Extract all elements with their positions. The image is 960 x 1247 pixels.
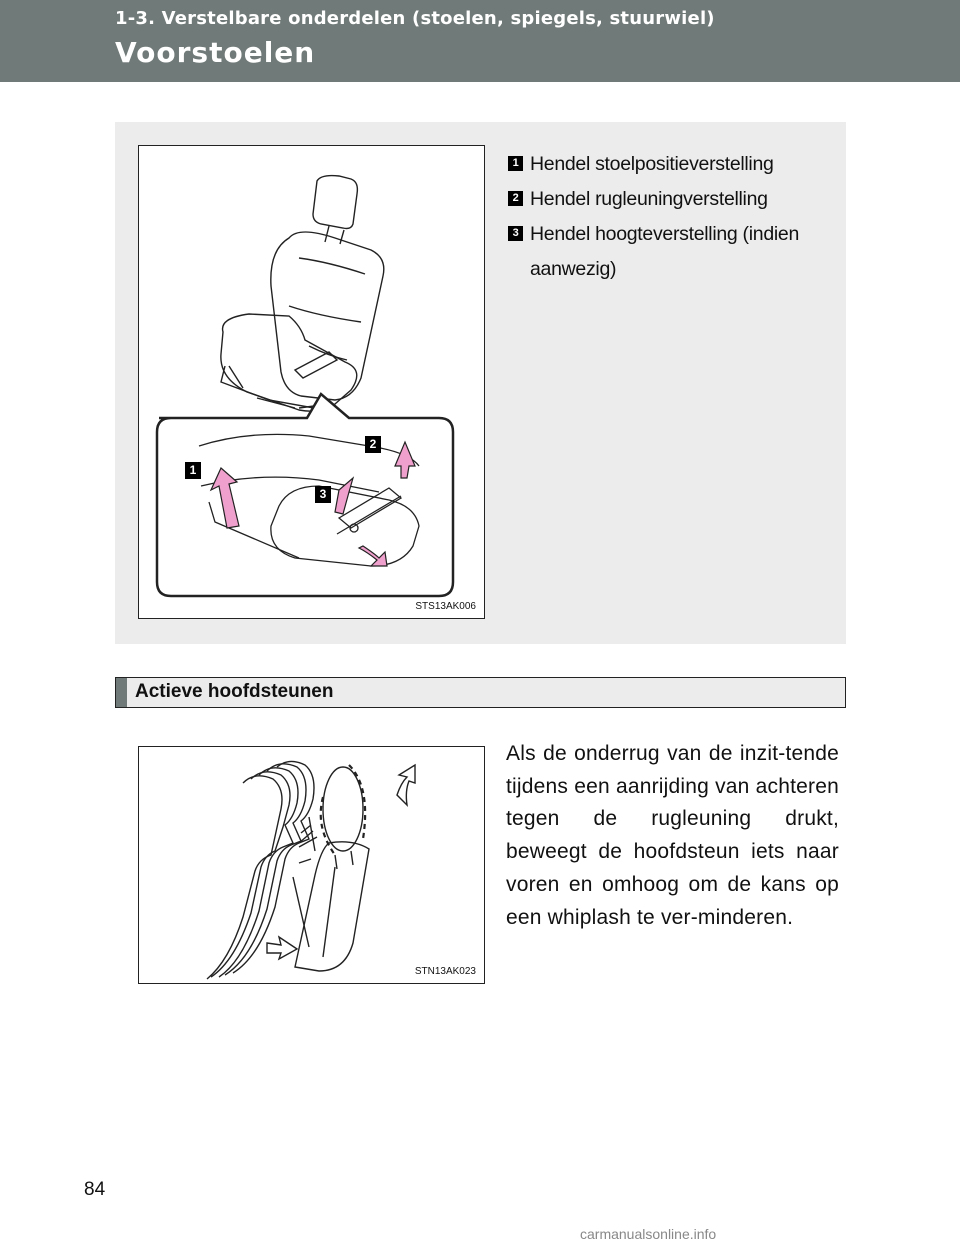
legend-number: 1 (508, 156, 523, 171)
legend-number: 2 (508, 191, 523, 206)
headrest-drawing (139, 747, 484, 983)
legend-item (508, 217, 828, 287)
legend-label: Hendel hoogteverstelling (indien aanwezig) (530, 223, 799, 280)
body-paragraph: Als de onderrug van de inzit-tende tijdens een aanrijding van achteren tegen de rugleuning drukt, beweegt de hoofdsteun iets naar voren en omhoog om de kans op een whiplash te ver-minderen. (506, 742, 839, 929)
legend-item (508, 182, 828, 217)
watermark: carmanualsonline.info (580, 1226, 717, 1242)
legend-number: 3 (508, 226, 523, 241)
callout-1: 1 (185, 462, 201, 479)
seat-drawing (139, 146, 484, 618)
headrest-illustration (138, 746, 485, 984)
section-breadcrumb: 1-3. Verstelbare onderdelen (stoelen, spiegels, stuurwiel) (115, 8, 715, 29)
page-number: 84 (84, 1179, 106, 1200)
callout-3: 3 (315, 486, 331, 503)
legend-item (508, 147, 828, 182)
figure-code: STS13AK006 (415, 601, 476, 612)
section-heading (115, 677, 846, 708)
page-header (0, 0, 960, 82)
callout-2: 2 (365, 436, 381, 453)
figure-code: STN13AK023 (414, 966, 476, 977)
legend (508, 147, 828, 287)
section-bar (116, 678, 127, 707)
legend-label: Hendel stoelpositieverstelling (530, 153, 774, 175)
legend-label: Hendel rugleuningverstelling (530, 188, 768, 210)
page-title: Voorstoelen (115, 36, 316, 69)
seat-illustration (138, 145, 485, 619)
section-title: Actieve hoofdsteunen (135, 681, 334, 702)
